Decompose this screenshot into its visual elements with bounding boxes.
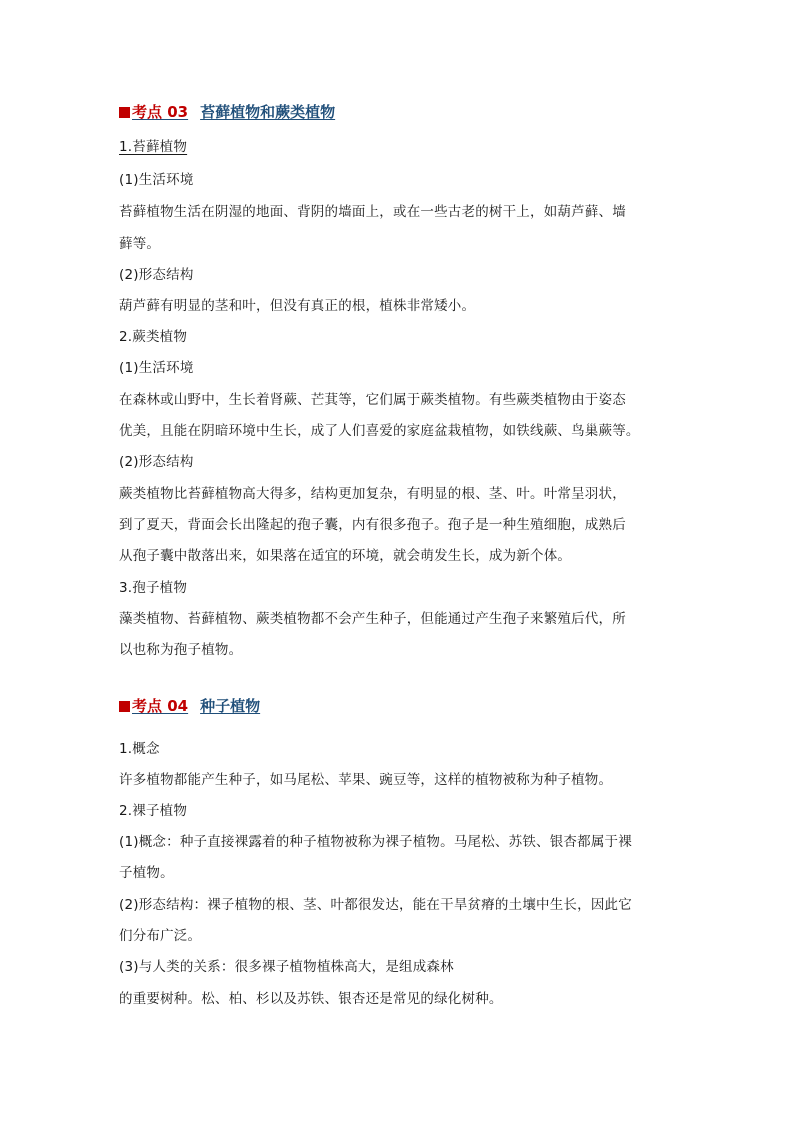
paragraph-line: (2)形态结构 — [119, 267, 194, 283]
section3-title: 苔藓植物和蕨类植物 — [200, 103, 336, 121]
paragraph-line: 子植物。 — [119, 865, 174, 881]
paragraph-line: 葫芦藓有明显的茎和叶，但没有真正的根，植株非常矮小。 — [119, 298, 476, 314]
paragraph-line: 从孢子囊中散落出来，如果落在适宜的环境，就会萌发生长，成为新个体。 — [119, 548, 572, 564]
section4-heading — [119, 696, 260, 716]
paragraph-line: 到了夏天，背面会长出隆起的孢子囊，内有很多孢子。孢子是一种生殖细胞，成熟后 — [119, 517, 626, 533]
paragraph-line: 蕨类植物比苔藓植物高大得多，结构更加复杂，有明显的根、茎、叶。叶常呈羽状， — [119, 486, 626, 502]
paragraph-line: 在森林或山野中，生长着肾蕨、芒萁等，它们属于蕨类植物。有些蕨类植物由于姿态 — [119, 392, 626, 408]
red-square-icon — [119, 701, 130, 712]
section3-tag: 考点 03 — [132, 103, 189, 121]
paragraph-line: 藓等。 — [119, 236, 161, 252]
section4-title: 种子植物 — [200, 697, 261, 715]
subheading-ferns: 2.蕨类植物 — [119, 329, 188, 345]
paragraph-line: 苔藓植物生活在阴湿的地面、背阴的墙面上，或在一些古老的树干上，如葫芦藓、墙 — [119, 204, 626, 220]
paragraph-line: 以也称为孢子植物。 — [119, 642, 243, 658]
paragraph-line: 许多植物都能产生种子，如马尾松、苹果、豌豆等，这样的植物被称为种子植物。 — [119, 772, 613, 788]
subheading-concept: 1.概念 — [119, 741, 160, 757]
subheading-gymnosperms: 2.裸子植物 — [119, 803, 188, 819]
paragraph-line: (1)生活环境 — [119, 360, 194, 376]
paragraph-line: 们分布广泛。 — [119, 928, 202, 944]
paragraph-line: (2)形态结构 — [119, 454, 194, 470]
paragraph-line: (1)概念：种子直接裸露着的种子植物被称为裸子植物。马尾松、苏铁、银杏都属于裸 — [119, 834, 632, 850]
paragraph-line: (3)与人类的关系：很多裸子植物植株高大，是组成森林 — [119, 959, 454, 975]
paragraph-line: 的重要树种。松、柏、杉以及苏铁、银杏还是常见的绿化树种。 — [119, 991, 503, 1007]
subheading-bryophytes: 1.苔藓植物 — [119, 139, 188, 155]
paragraph-line: 优美，且能在阴暗环境中生长，成了人们喜爱的家庭盆栽植物，如铁线蕨、鸟巢蕨等。 — [119, 423, 640, 439]
paragraph-line: (2)形态结构：裸子植物的根、茎、叶都很发达，能在干旱贫瘠的土壤中生长，因此它 — [119, 897, 632, 913]
paragraph-line: (1)生活环境 — [119, 172, 194, 188]
paragraph-line: 藻类植物、苔藓植物、蕨类植物都不会产生种子，但能通过产生孢子来繁殖后代，所 — [119, 611, 626, 627]
subheading-spore-plants: 3.孢子植物 — [119, 580, 188, 596]
section3-heading — [119, 102, 335, 122]
red-square-icon — [119, 107, 130, 118]
section4-tag: 考点 04 — [132, 697, 189, 715]
